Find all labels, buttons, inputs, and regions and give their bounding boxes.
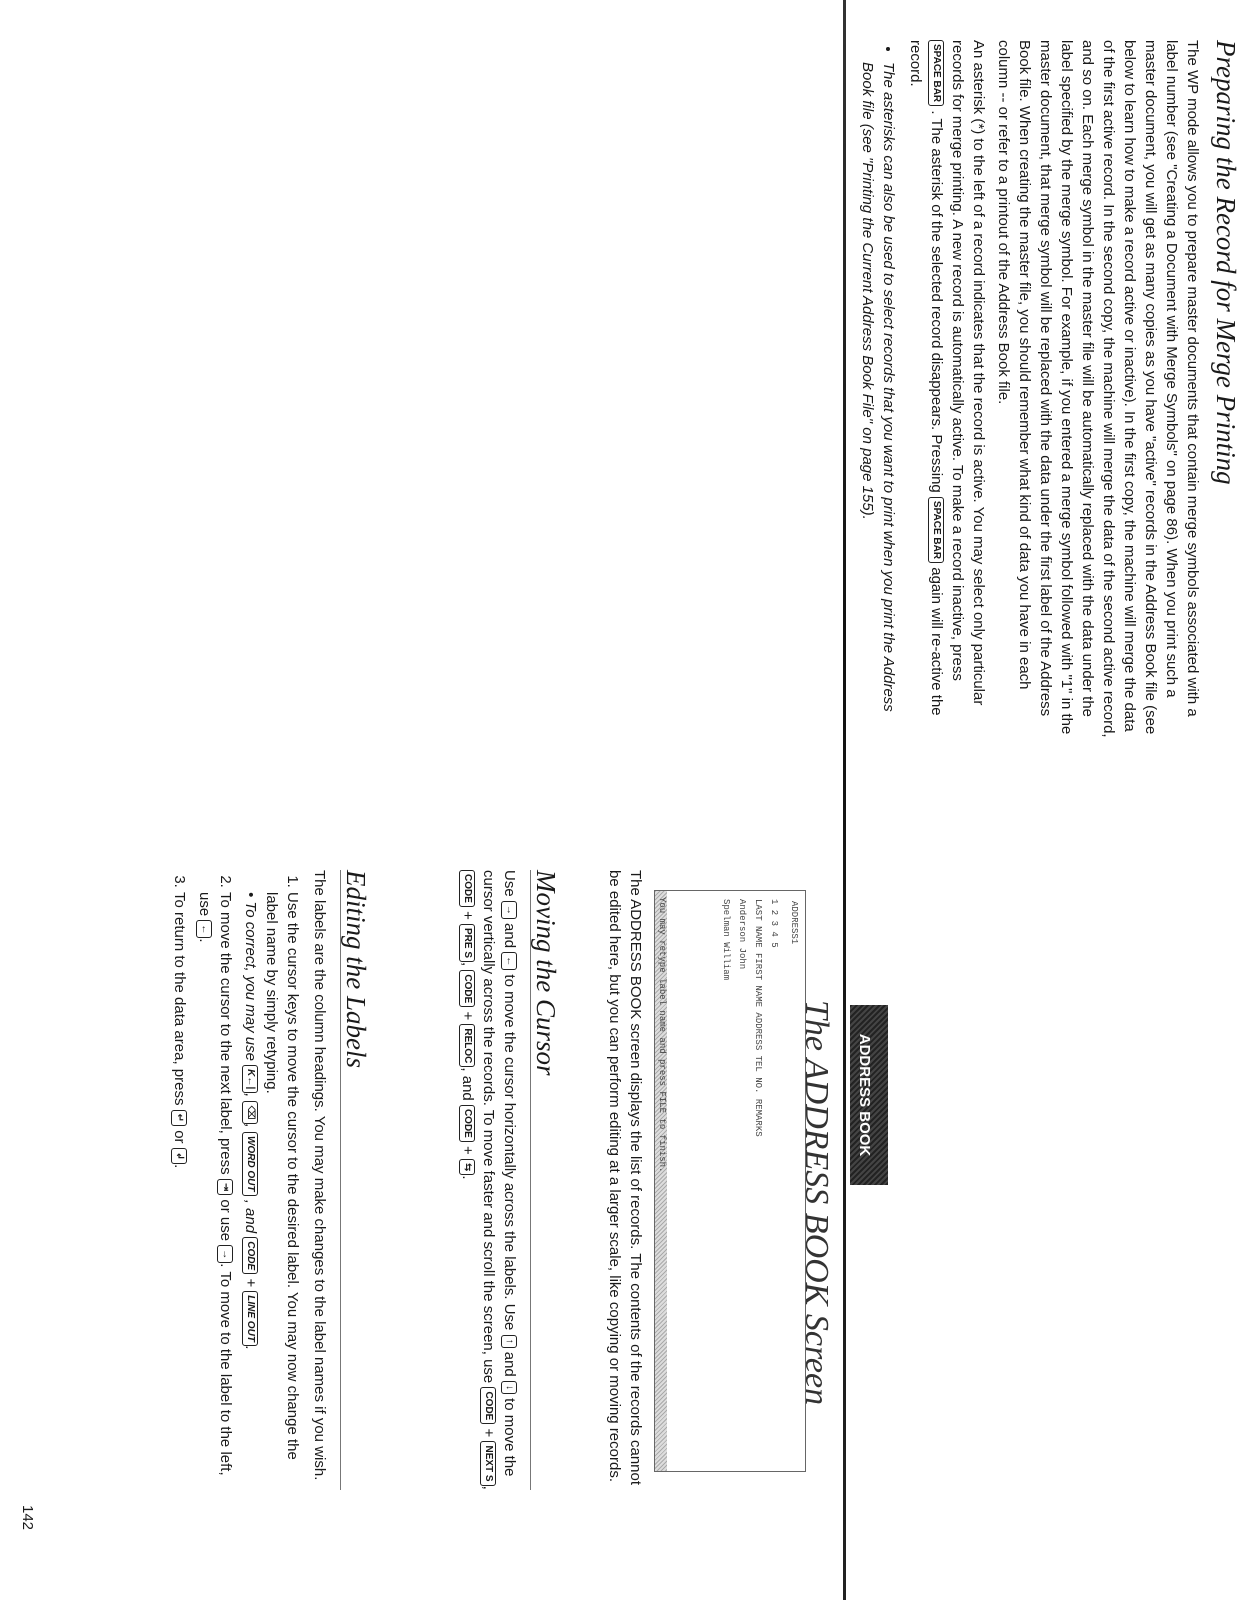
merge-notes — [857, 40, 899, 740]
backspace-key: K←| — [242, 1065, 258, 1093]
screen-row: 1 2 3 4 5 — [769, 899, 779, 948]
code-key: CODE — [459, 970, 475, 1007]
left-arrow-key: ← — [196, 920, 212, 938]
left-arrow-key: ← — [501, 952, 517, 970]
next-s-key: NEXT S — [480, 1441, 496, 1485]
down-arrow-key: ↓ — [501, 1381, 517, 1394]
screen-caption: The ADDRESS BOOK screen displays the list of records. The contents of the records cannot be edited here, but you can perform editing at a larger scale, like copying or moving records. — [606, 870, 644, 1486]
up-arrow-key: ↑ — [501, 1335, 517, 1348]
line-out-key: LINE OUT — [242, 1291, 258, 1346]
partial-heading: The ADDRESS BOOK Screen — [798, 1000, 835, 1406]
editing-title: Editing the Labels — [340, 870, 366, 1490]
tab-key: ⇆ — [459, 1159, 475, 1175]
code-key: CODE — [459, 870, 475, 907]
merge-paragraph-2: An asterisk (*) to the left of a record indicates that the record is active. You may select only particular records for merge printing. A new record is automatically active. To make a record inactive, press SPACE BAR . The asterisk of the selected record disappears. Pressing SPACE BAR again will re-active the record. — [907, 40, 987, 716]
page-fold-divider — [843, 0, 846, 1600]
word-out-key: WORD OUT — [242, 1132, 258, 1196]
editing-step-3: 3. To return to the data area, press ↵ or ↲. — [169, 892, 190, 1490]
section-tab: ADDRESS BOOK — [850, 1005, 888, 1185]
right-arrow-key: → — [217, 1245, 233, 1263]
tab-key: ⇥ — [217, 1179, 233, 1195]
moving-paragraph: Use → and ← to move the cursor horizontally across the labels. Use ↑ and ↓ to move the cursor vertically across the records. To move faster and scroll the screen, use CODE + NEXT S, CODE + PRE S, CODE + RELOC, and CODE + ⇆. — [459, 870, 518, 1490]
screen-row: Spelman William — [721, 899, 731, 981]
enter-key: ↵ — [171, 1110, 187, 1126]
merge-section — [857, 40, 1241, 740]
space-bar-key: SPACE BAR — [928, 497, 944, 563]
code-key: CODE — [242, 1237, 258, 1274]
delete-key: ⌫ — [242, 1101, 258, 1123]
editing-intro: The labels are the column headings. You may make changes to the label names if you wish. — [311, 870, 328, 1481]
merge-paragraph-1: The WP mode allows you to prepare master documents that contain merge symbols associated with a label number (see "Creating a Document with Merge Symbols" on page 86). When you print such a master document, you will get as many copies as you have "active" records in the Address Book file (see below to learn how to make a record active or inactive). In the first copy, the machine will merge the data of the first active record. In the second copy, the machine will merge the data of the second active record, and so on. Each merge symbol in the master file will be automatically replaced with the data under the label specified by the merge symbol. For example, if you entered a merge symbol followed with "1" in the master document, that merge symbol will be replaced with the data under the first label of the Address Book file. When creating the master file, you should remember what kind of data you have in each column -- or refer to a printout of the Address Book file. — [995, 40, 1201, 738]
right-arrow-key: → — [501, 901, 517, 919]
editing-step-2: 2. To move the cursor to the next label, press ⇥ or use →. To move to the label to the left, use ←. — [194, 892, 236, 1490]
editing-step-1: 1. Use the cursor keys to move the cursor to the desired label. You may now change the label name by simply retyping. • To correct, you may use K←|, ⌫, WORD OUT , and CODE + LINE OUT. — [240, 892, 303, 1490]
editing-labels-section — [165, 870, 371, 1490]
editing-steps — [169, 870, 303, 1490]
screen-message-bar: You may retype label name and press FILE to finish. — [655, 891, 667, 1471]
page-number: 142 — [19, 1505, 36, 1531]
code-key: CODE — [480, 1387, 496, 1424]
moving-title: Moving the Cursor — [530, 870, 556, 1490]
code-key: CODE — [459, 1105, 475, 1142]
address-book-screen — [654, 890, 806, 1472]
merge-note: • The asterisks can also be used to select records that you want to print when you print the Address Book file (see "Printing the Current Address Book File" on page 155). — [857, 62, 899, 740]
screen-file-name: ADDRESS1 — [789, 901, 799, 945]
moving-cursor-section — [451, 870, 561, 1490]
editing-note: • To correct, you may use K←|, ⌫, WORD OUT , and CODE + LINE OUT. — [242, 892, 259, 1351]
return-key: ↲ — [171, 1148, 187, 1164]
screen-row: LAST NAME FIRST NAME ADDRESS TEL NO. REMARKS — [753, 899, 763, 1137]
pre-s-key: PRE S — [459, 924, 475, 962]
screen-row: Anderson John — [737, 899, 747, 970]
merge-title: Preparing the Record for Merge Printing — [1211, 40, 1241, 485]
reloc-key: RELOC — [459, 1024, 475, 1067]
space-bar-key: SPACE BAR — [928, 40, 944, 106]
